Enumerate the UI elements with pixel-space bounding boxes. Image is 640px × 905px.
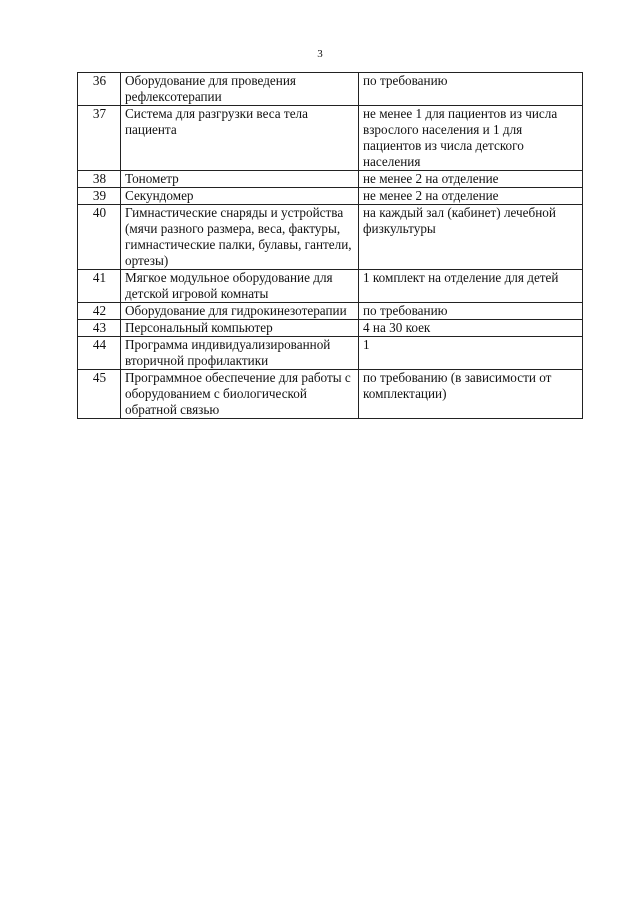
equipment-name: Программное обеспечение для работы с оборудованием с биологической обратной связью (121, 370, 359, 419)
equipment-name: Мягкое модульное оборудование для детской игровой комнаты (121, 270, 359, 303)
row-number: 36 (78, 73, 121, 106)
table-row (78, 303, 583, 320)
equipment-name: Оборудование для гидрокинезотерапии (121, 303, 359, 320)
row-number: 44 (78, 337, 121, 370)
row-number: 43 (78, 320, 121, 337)
equipment-name: Оборудование для проведения рефлексотерапии (121, 73, 359, 106)
equipment-name: Секундомер (121, 188, 359, 205)
equipment-name: Система для разгрузки веса тела пациента (121, 106, 359, 171)
equipment-quantity: по требованию (в зависимости от комплектации) (359, 370, 583, 419)
equipment-quantity: 4 на 30 коек (359, 320, 583, 337)
row-number: 37 (78, 106, 121, 171)
row-number: 38 (78, 171, 121, 188)
equipment-table (77, 72, 583, 419)
equipment-quantity: не менее 2 на отделение (359, 171, 583, 188)
table-row (78, 320, 583, 337)
equipment-name: Тонометр (121, 171, 359, 188)
equipment-quantity: по требованию (359, 303, 583, 320)
row-number: 39 (78, 188, 121, 205)
table-row (78, 205, 583, 270)
equipment-name: Программа индивидуализированной вторичной профилактики (121, 337, 359, 370)
table-row (78, 270, 583, 303)
row-number: 45 (78, 370, 121, 419)
page-number: 3 (317, 48, 323, 60)
equipment-quantity: не менее 2 на отделение (359, 188, 583, 205)
table-row (78, 171, 583, 188)
table-row (78, 106, 583, 171)
table-row (78, 337, 583, 370)
equipment-quantity: не менее 1 для пациентов из числа взрослого населения и 1 для пациентов из числа детского населения (359, 106, 583, 171)
equipment-quantity: 1 комплект на отделение для детей (359, 270, 583, 303)
table-row (78, 73, 583, 106)
table-row (78, 370, 583, 419)
table-row (78, 188, 583, 205)
row-number: 40 (78, 205, 121, 270)
row-number: 41 (78, 270, 121, 303)
equipment-name: Персональный компьютер (121, 320, 359, 337)
equipment-quantity: 1 (359, 337, 583, 370)
equipment-quantity: по требованию (359, 73, 583, 106)
equipment-name: Гимнастические снаряды и устройства (мячи разного размера, веса, фактуры, гимнастические палки, булавы, гантели, ортезы) (121, 205, 359, 270)
row-number: 42 (78, 303, 121, 320)
equipment-quantity: на каждый зал (кабинет) лечебной физкультуры (359, 205, 583, 270)
